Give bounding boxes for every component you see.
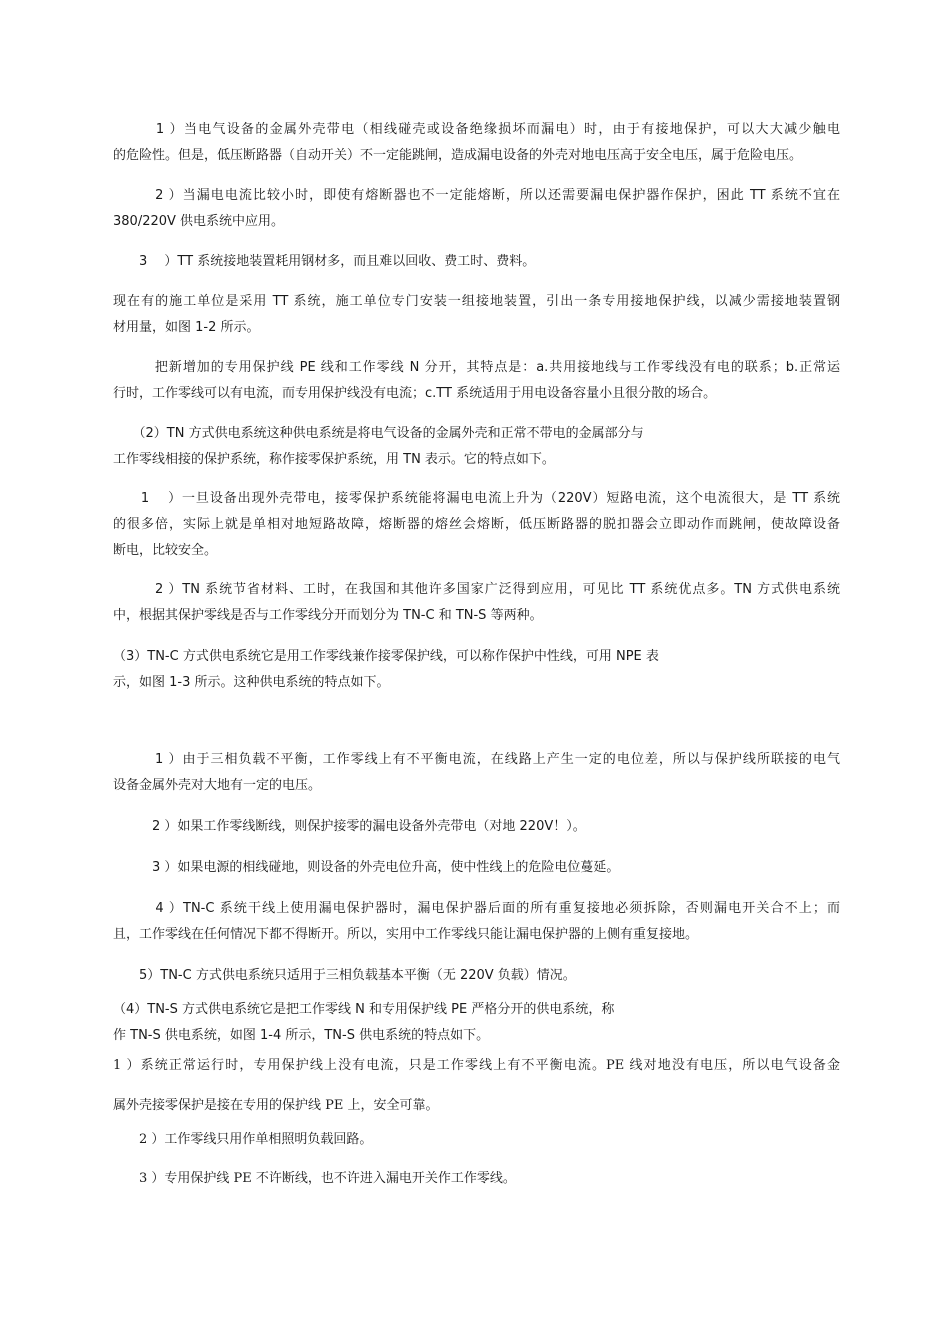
paragraph-9 (113, 644, 840, 696)
paragraph-13 (113, 896, 840, 948)
text-line: 的很多倍，实际上就是单相对地短路故障，熔断器的熔丝会熔断，低压断路器的脱扣器会立即动作而跳闸，使故障设备 (113, 517, 840, 532)
text-line: 1 ）当电气设备的金属外壳带电（相线碰壳或设备绝缘损坏而漏电）时，由于有接地保护，可以大大减少触电 (113, 122, 840, 137)
text-line: （4）TN-S 方式供电系统它是把工作零线 N 和专用保护线 PE 严格分开的供电系统，称 (113, 1002, 615, 1017)
text-line: 5）TN-C 方式供电系统只适用于三相负载基本平衡（无 220V 负载）情况。 (113, 968, 576, 983)
paragraph-7 (113, 486, 840, 564)
paragraph-6 (113, 421, 840, 473)
text-line: 行时，工作零线可以有电流，而专用保护线没有电流；c.TT 系统适用于用电设备容量小且很分散的场合。 (113, 386, 717, 401)
text-line: 2 ）TN 系统节省材料、工时，在我国和其他许多国家广泛得到应用，可见比 TT 系统优点多。TN 方式供电系统 (113, 582, 840, 597)
text-line: 断电，比较安全。 (113, 543, 218, 558)
text-line: 3 ）如果电源的相线碰地，则设备的外壳电位升高，使中性线上的危险电位蔓延。 (113, 860, 620, 875)
text-line: 1 ）由于三相负载不平衡，工作零线上有不平衡电流，在线路上产生一定的电位差，所以与保护线所联接的电气 (113, 752, 840, 767)
paragraph-8 (113, 577, 840, 629)
paragraph-3 (113, 249, 840, 275)
paragraph-12 (113, 855, 840, 881)
text-line: 示，如图 1-3 所示。这种供电系统的特点如下。 (113, 675, 390, 690)
paragraph-19 (113, 1166, 840, 1192)
text-line: 中，根据其保护零线是否与工作零线分开而划分为 TN-C 和 TN-S 等两种。 (113, 608, 543, 623)
text-line: 的危险性。但是，低压断路器（自动开关）不一定能跳闸，造成漏电设备的外壳对地电压高于安全电压，属于危险电压。 (113, 148, 803, 163)
text-line: 3 ）TT 系统接地装置耗用钢材多，而且难以回收、费工时、费料。 (113, 254, 536, 269)
paragraph-2 (113, 183, 840, 235)
text-line: 1 ）系统正常运行时，专用保护线上没有电流，只是工作零线上有不平衡电流。PE 线对地没有电压，所以电气设备金 (113, 1058, 840, 1073)
text-line: 2 ）如果工作零线断线，则保护接零的漏电设备外壳带电（对地 220V！）。 (113, 819, 586, 834)
paragraph-11 (113, 814, 840, 840)
text-line: 把新增加的专用保护线 PE 线和工作零线 N 分开，其特点是：a.共用接地线与工作零线没有电的联系；b.正常运 (113, 360, 840, 375)
paragraph-1 (113, 117, 840, 169)
text-line: 且，工作零线在任何情况下都不得断开。所以，实用中工作零线只能让漏电保护器的上侧有重复接地。 (113, 927, 699, 942)
text-line: 3 ）专用保护线 PE 不许断线，也不许进入漏电开关作工作零线。 (113, 1171, 516, 1186)
paragraph-16 (113, 1053, 840, 1079)
text-line: 380/220V 供电系统中应用。 (113, 214, 285, 229)
text-line: 现在有的施工单位是采用 TT 系统，施工单位专门安装一组接地装置，引出一条专用接地保护线，以减少需接地装置钢 (113, 294, 840, 309)
paragraph-4 (113, 289, 840, 341)
paragraph-14 (113, 963, 840, 989)
paragraph-5 (113, 355, 840, 407)
text-line: 1 ）一旦设备出现外壳带电，接零保护系统能将漏电电流上升为（220V）短路电流，这个电流很大，是 TT 系统 (113, 491, 840, 506)
text-line: 4 ）TN-C 系统干线上使用漏电保护器时，漏电保护器后面的所有重复接地必须拆除，否则漏电开关合不上；而 (113, 901, 840, 916)
paragraph-18 (113, 1127, 840, 1153)
paragraph-15 (113, 997, 840, 1049)
text-line: 设备金属外壳对大地有一定的电压。 (113, 778, 322, 793)
text-line: （2）TN 方式供电系统这种供电系统是将电气设备的金属外壳和正常不带电的金属部分与 (113, 426, 644, 441)
text-line: 属外壳接零保护是接在专用的保护线 PE 上，安全可靠。 (113, 1098, 439, 1113)
text-line: （3）TN-C 方式供电系统它是用工作零线兼作接零保护线，可以称作保护中性线，可用 NPE 表 (113, 649, 659, 664)
text-line: 工作零线相接的保护系统，称作接零保护系统，用 TN 表示。它的特点如下。 (113, 452, 555, 467)
paragraph-17 (113, 1093, 840, 1119)
text-line: 材用量，如图 1-2 所示。 (113, 320, 260, 335)
text-line: 2 ）工作零线只用作单相照明负载回路。 (113, 1132, 373, 1147)
text-line: 作 TN-S 供电系统，如图 1-4 所示，TN-S 供电系统的特点如下。 (113, 1028, 490, 1043)
text-line: 2 ）当漏电电流比较小时，即使有熔断器也不一定能熔断，所以还需要漏电保护器作保护，困此 TT 系统不宜在 (113, 188, 840, 203)
paragraph-10 (113, 747, 840, 799)
